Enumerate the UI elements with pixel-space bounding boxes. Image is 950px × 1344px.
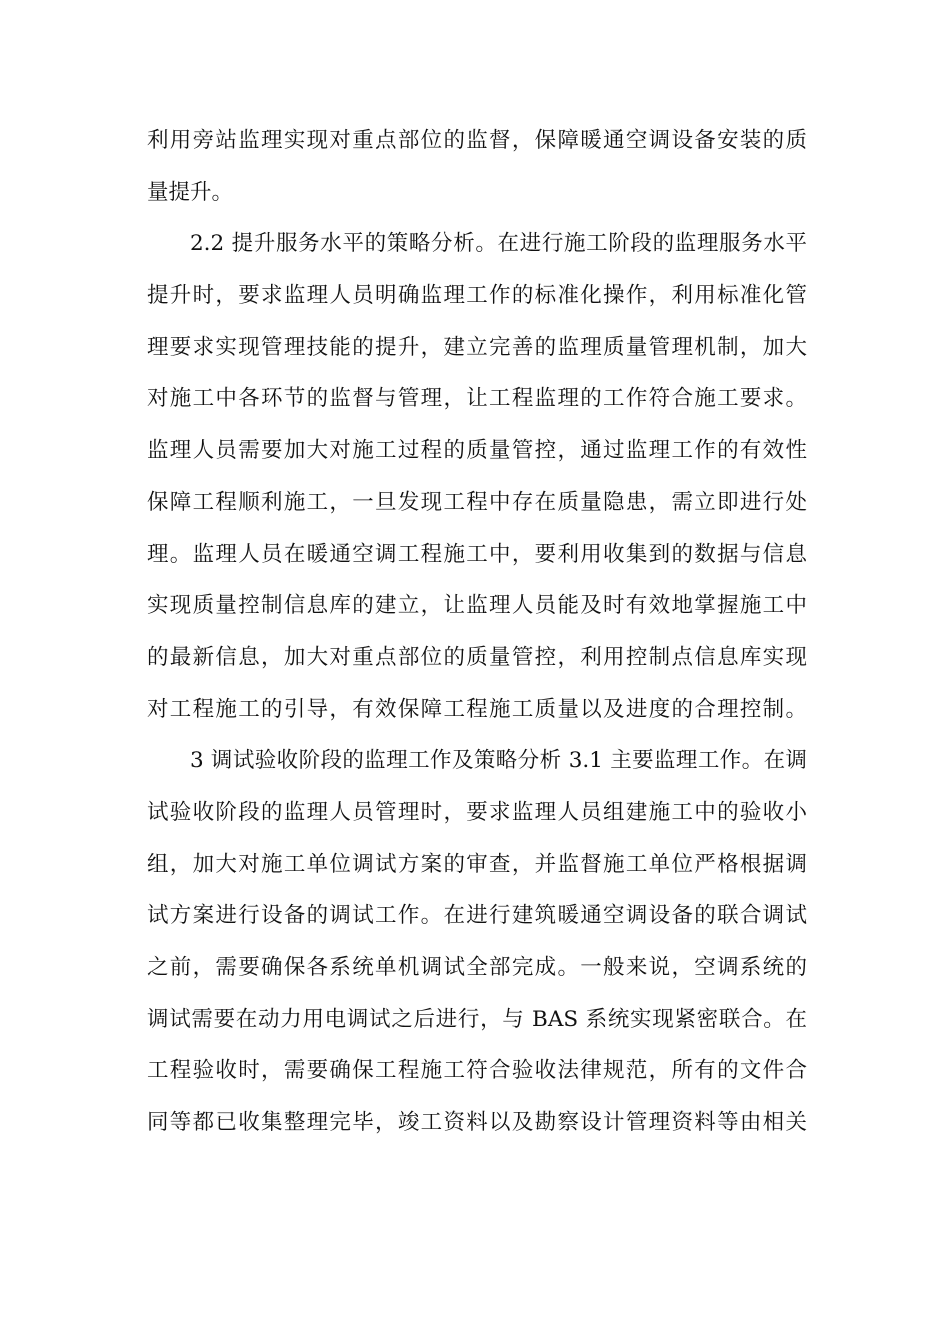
text-line: 监理人员需要加大对施工过程的质量管控，通过监理工作的有效性 [147, 438, 807, 464]
text-line: 保障工程顺利施工，一旦发现工程中存在质量隐患，需立即进行处 [147, 489, 807, 515]
text-line: 利用旁站监理实现对重点部位的监督，保障暖通空调设备安装的质 [147, 128, 807, 153]
text-line: 对施工中各环节的监督与管理，让工程监理的工作符合施工要求。 [147, 386, 807, 412]
text-line: 实现质量控制信息库的建立，让监理人员能及时有效地掌握施工中 [147, 593, 807, 619]
text-line: 调试需要在动力用电调试之后进行，与 BAS 系统实现紧密联合。在 [147, 1006, 807, 1032]
body-text [147, 115, 807, 1149]
text-line: 理要求实现管理技能的提升，建立完善的监理质量管理机制，加大 [147, 334, 807, 360]
text-line: 量提升。 [147, 179, 234, 205]
text-line: 的最新信息，加大对重点部位的质量管控，利用控制点信息库实现 [147, 644, 807, 670]
text-line: 3 调试验收阶段的监理工作及策略分析 3.1 主要监理工作。在调 [190, 748, 807, 774]
text-line: 提升时，要求监理人员明确监理工作的标准化操作，利用标准化管 [147, 283, 807, 309]
text-line: 组，加大对施工单位调试方案的审查，并监督施工单位严格根据调 [147, 851, 807, 877]
text-line: 工程验收时，需要确保工程施工符合验收法律规范，所有的文件合 [147, 1058, 807, 1084]
text-line: 2.2 提升服务水平的策略分析。在进行施工阶段的监理服务水平 [190, 231, 807, 257]
text-line: 之前，需要确保各系统单机调试全部完成。一般来说，空调系统的 [147, 955, 807, 980]
text-line: 同等都已收集整理完毕，竣工资料以及勘察设计管理资料等由相关 [147, 1110, 807, 1136]
text-line: 试验收阶段的监理人员管理时，要求监理人员组建施工中的验收小 [147, 799, 807, 825]
text-line: 理。监理人员在暖通空调工程施工中，要利用收集到的数据与信息 [147, 541, 807, 567]
text-line: 对工程施工的引导，有效保障工程施工质量以及进度的合理控制。 [147, 696, 807, 722]
text-line: 试方案进行设备的调试工作。在进行建筑暖通空调设备的联合调试 [147, 903, 807, 929]
